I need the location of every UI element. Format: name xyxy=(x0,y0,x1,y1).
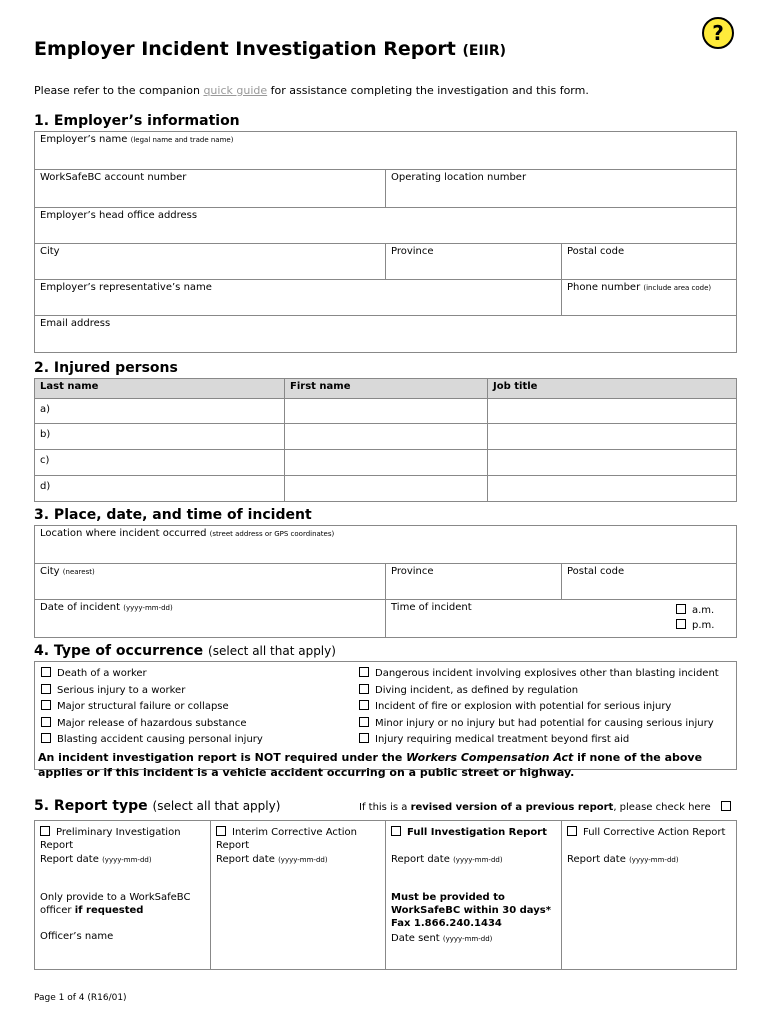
help-icon[interactable]: ? xyxy=(702,17,734,49)
operating-location-field[interactable]: Operating location number xyxy=(391,172,527,183)
incident-date-field[interactable]: Date of incident (yyyy-mm-dd) xyxy=(35,600,386,637)
date-sent-field[interactable]: Date sent (yyyy-mm-dd) xyxy=(391,933,493,944)
section-5-heading: 5. Report type (select all that apply) xyxy=(34,798,281,814)
phone-field[interactable]: Phone number (include area code) xyxy=(567,282,712,293)
pm-checkbox[interactable]: p.m. xyxy=(676,618,714,633)
intro-text: Please refer to the companion quick guide for assistance completing the investigation and this form. xyxy=(34,84,589,97)
injured-row-b[interactable]: b) xyxy=(35,424,285,449)
email-field[interactable]: Email address xyxy=(40,318,111,329)
preliminary-column xyxy=(35,821,211,969)
occurrence-checkbox[interactable]: Major release of hazardous substance xyxy=(41,716,263,733)
incident-city-field[interactable]: City (nearest) xyxy=(35,564,386,599)
col-job-title: Job title xyxy=(493,381,538,392)
section-1-heading: 1. Employer’s information xyxy=(34,113,240,129)
full-investigation-date[interactable]: Report date (yyyy-mm-dd) xyxy=(391,854,503,865)
injured-persons-table xyxy=(34,378,737,502)
section-3-heading: 3. Place, date, and time of incident xyxy=(34,507,312,523)
first-name-d[interactable] xyxy=(285,476,488,501)
first-name-b[interactable] xyxy=(285,424,488,449)
page-title: Employer Incident Investigation Report (EIIR) xyxy=(34,38,507,60)
occurrence-checkbox[interactable]: Death of a worker xyxy=(41,666,263,683)
section-2-heading: 2. Injured persons xyxy=(34,360,178,376)
revised-checkbox[interactable] xyxy=(721,801,731,811)
injured-row-d[interactable]: d) xyxy=(35,476,285,501)
employer-info-table xyxy=(34,131,737,353)
injured-row-c[interactable]: c) xyxy=(35,450,285,475)
account-number-field[interactable]: WorkSafeBC account number xyxy=(35,170,386,207)
occurrence-checkbox[interactable]: Serious injury to a worker xyxy=(41,683,263,700)
report-type-table xyxy=(34,820,737,970)
rep-name-field[interactable]: Employer’s representative’s name xyxy=(35,280,562,315)
revised-notice: If this is a revised version of a previous report, please check here xyxy=(359,801,737,813)
occurrence-checkbox[interactable]: Incident of fire or explosion with potential for serious injury xyxy=(359,699,719,716)
page-footer: Page 1 of 4 (R16/01) xyxy=(34,993,127,1003)
deadline-notice: Must be provided to WorkSafeBC within 30 days* Fax 1.866.240.1434 xyxy=(391,892,551,929)
injured-row-a[interactable]: a) xyxy=(35,399,285,423)
occurrence-checkbox[interactable]: Injury requiring medical treatment beyond first aid xyxy=(359,732,719,749)
interim-date[interactable]: Report date (yyyy-mm-dd) xyxy=(216,854,328,865)
incident-province-field[interactable]: Province xyxy=(386,564,562,599)
incident-time-field[interactable]: Time of incident a.m. p.m. xyxy=(391,602,715,631)
occurrence-checkbox[interactable]: Blasting accident causing personal injury xyxy=(41,732,263,749)
preliminary-checkbox[interactable]: Preliminary Investigation Report xyxy=(40,827,181,851)
occurrence-right-list xyxy=(359,666,719,749)
job-title-d[interactable] xyxy=(488,476,736,501)
full-corrective-checkbox[interactable]: Full Corrective Action Report xyxy=(567,823,731,839)
job-title-a[interactable] xyxy=(488,399,736,423)
incident-place-table xyxy=(34,525,737,638)
occurrence-left-list xyxy=(41,666,263,749)
occurrence-checkbox[interactable]: Diving incident, as defined by regulation xyxy=(359,683,719,700)
full-corrective-date[interactable]: Report date (yyyy-mm-dd) xyxy=(567,854,679,865)
first-name-a[interactable] xyxy=(285,399,488,423)
city-field[interactable]: City xyxy=(35,244,386,279)
preliminary-date[interactable]: Report date (yyyy-mm-dd) xyxy=(40,854,152,865)
interim-column xyxy=(211,821,386,969)
job-title-b[interactable] xyxy=(488,424,736,449)
occurrence-checkbox[interactable]: Dangerous incident involving explosives other than blasting incident xyxy=(359,666,719,683)
interim-checkbox[interactable]: Interim Corrective Action Report xyxy=(216,827,358,851)
postal-code-field[interactable]: Postal code xyxy=(567,246,625,257)
col-last-name: Last name xyxy=(35,379,285,398)
employer-name-field[interactable]: Employer’s name (legal name and trade name) xyxy=(40,134,234,145)
province-field[interactable]: Province xyxy=(386,244,562,279)
head-office-field[interactable]: Employer’s head office address xyxy=(40,210,198,221)
occurrence-checkbox[interactable]: Major structural failure or collapse xyxy=(41,699,263,716)
full-investigation-checkbox[interactable]: Full Investigation Report xyxy=(391,823,556,839)
occurrence-checkbox[interactable]: Minor injury or no injury but had potential for causing serious injury xyxy=(359,716,719,733)
section-4-heading: 4. Type of occurrence (select all that apply) xyxy=(34,643,336,659)
full-investigation-column xyxy=(386,821,562,969)
am-checkbox[interactable]: a.m. xyxy=(676,603,714,618)
only-if-requested: Only provide to a WorkSafeBC officer if requested xyxy=(40,892,191,916)
first-name-c[interactable] xyxy=(285,450,488,475)
full-corrective-column xyxy=(562,821,736,969)
location-field[interactable]: Location where incident occurred (street address or GPS coordinates) xyxy=(40,528,335,539)
job-title-c[interactable] xyxy=(488,450,736,475)
not-required-notice: An incident investigation report is NOT required under the Workers Compensation Act if none of the above applies or if this incident is a vehicle accident occurring on a public street or highway. xyxy=(38,751,703,779)
incident-postal-field[interactable]: Postal code xyxy=(567,566,625,577)
col-first-name: First name xyxy=(285,379,488,398)
quick-guide-link[interactable]: quick guide xyxy=(203,84,268,97)
officer-name-field[interactable]: Officer’s name xyxy=(40,931,114,942)
